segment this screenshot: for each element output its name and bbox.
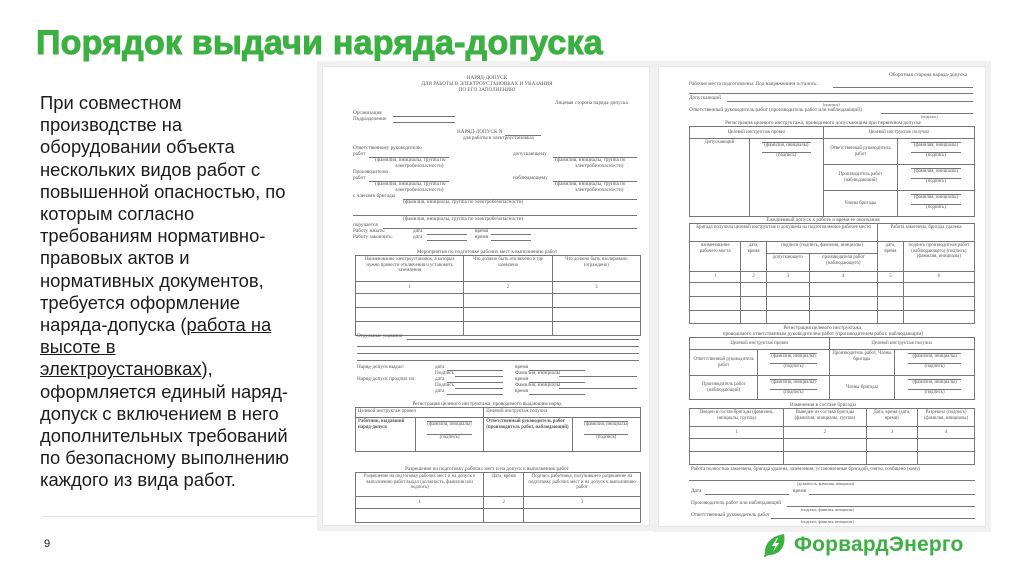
- table-header: Выведен из состава бригады (фамилия, инициалы, группа): [784, 409, 867, 427]
- body-line: допуск с включением в него: [40, 402, 279, 424]
- signature-cell: [572, 418, 640, 452]
- field-label: дата: [413, 228, 423, 234]
- table-title: проводимого ответственным руководителем работ (производителем работ, наблюдающим): [722, 331, 924, 337]
- issuer-briefing-table: [355, 407, 641, 452]
- field-label: Рабочие места подготовлены. Под напряжением остались:: [689, 81, 818, 87]
- slide-title: Порядок выдачи наряда-допуска: [36, 24, 603, 62]
- table-title: Регистрация целевого инструктажа,: [783, 325, 863, 331]
- field-hint: (подпись): [924, 363, 945, 369]
- body-line: требованиям нормативно-: [40, 225, 266, 247]
- table-cell: [690, 439, 784, 452]
- field-hint: (подпись): [596, 434, 617, 440]
- column-number: 4: [809, 272, 877, 283]
- column-number: 1: [690, 272, 741, 283]
- table-header: подпись производителя работ (наблюдающего) (подпись) (фамилия, инициалы): [903, 242, 974, 272]
- input-line: [809, 494, 975, 495]
- height-work-link[interactable]: высоте в: [40, 336, 116, 358]
- field-hint: (фамилия, инициалы): [913, 195, 959, 200]
- table-header: Дата, время: [484, 473, 524, 497]
- table-cell: [552, 322, 640, 336]
- field-hint: (подпись): [439, 434, 460, 440]
- table-header: Введен в состав бригады (фамилия, инициалы, группа): [690, 409, 784, 427]
- permit-number-title: НАРЯД-ДОПУСК N: [457, 129, 503, 135]
- leaf-lightning-icon: [762, 532, 788, 558]
- field-label: Ответственный руководитель работ (производитель работ или наблюдающий): [689, 107, 862, 113]
- input-line: [491, 234, 531, 235]
- table-cell: [690, 311, 741, 324]
- field-label: поручается: [353, 222, 378, 228]
- field-hint: (фамилия, инициалы, группа по электробезопасности): [403, 216, 524, 222]
- table-cell: Производитель работ, Члены бригады: [829, 350, 895, 376]
- footer-divider: [42, 516, 320, 517]
- field-label: Фамилия, инициалы: [515, 382, 561, 388]
- field-label: работ: [353, 151, 366, 157]
- table-cell: [809, 283, 877, 297]
- form-header: НАРЯД-ДОПУСК: [466, 75, 508, 81]
- table-cell: [356, 308, 464, 322]
- field-hint: (фамилия, инициалы, группа по: [555, 181, 626, 187]
- field-hint: (подпись, фамилия, инициалы): [801, 507, 854, 512]
- body-line: [40, 336, 320, 358]
- field-label: время: [515, 376, 529, 382]
- field-label: допускающему: [513, 151, 547, 157]
- input-line: [705, 494, 789, 495]
- input-line: [455, 376, 503, 377]
- column-number: 1: [356, 282, 464, 294]
- table-header: Подпись работника, получившего разрешение на подготовку рабочих мест и на допуск к выполнению работ: [524, 473, 641, 497]
- field-hint: (фамилия, инициалы, группа по электробезопасности): [403, 199, 524, 205]
- column-number: 2: [484, 497, 524, 509]
- field-hint: (фамилия, инициалы): [912, 354, 957, 359]
- field-hint: (подпись): [783, 389, 804, 395]
- table-cell: [356, 509, 484, 523]
- table-header: Целевой инструктаж провел: [690, 338, 830, 350]
- form-header: ПО ЕГО ЗАПОЛНЕНИЮ: [458, 87, 516, 93]
- field-label: Работа полностью закончена, бригада удалена, заземления, установленные бригадой, сняты, сообщено (кому): [691, 467, 921, 472]
- body-text-fragment: наряда-допуска (: [40, 314, 187, 336]
- field-label: с членами бригады: [353, 193, 396, 199]
- field-hint: (подпись): [926, 178, 946, 184]
- table-cell: [741, 311, 767, 324]
- table-header: Целевой инструктаж получил: [823, 127, 974, 139]
- field-label: Отдельные указания: [357, 333, 403, 339]
- body-line: требуется оформление: [40, 291, 240, 313]
- field-hint: (фамилия, инициалы): [584, 422, 629, 427]
- table-cell: [552, 308, 640, 322]
- table-header: Целевой инструктаж получил: [829, 338, 974, 350]
- field-label: время: [475, 228, 489, 234]
- table-cell: [552, 294, 640, 308]
- column-number: 2: [741, 272, 767, 283]
- field-hint: (фамилия, инициалы, группа по: [375, 181, 446, 187]
- column-number: 3: [552, 282, 640, 294]
- permission-table: [355, 472, 641, 523]
- page-number: 9: [44, 538, 51, 550]
- field-hint: (фамилия, инициалы, группа по: [555, 157, 626, 163]
- field-hint: (подпись): [924, 389, 945, 395]
- input-line: [447, 394, 503, 395]
- input-line: [491, 240, 531, 241]
- table-cell: [766, 311, 809, 324]
- table-title: Мероприятия по подготовке рабочих мест к выполнению работ: [416, 249, 558, 255]
- input-line: [357, 360, 639, 361]
- table-cell: [917, 439, 974, 452]
- height-work-link[interactable]: работа на: [186, 314, 272, 336]
- field-hint: (подпись): [776, 152, 797, 158]
- field-label: работ: [353, 175, 366, 181]
- body-text-fragment: ),: [201, 358, 213, 380]
- table-cell: Ответственный руководитель работ (производитель работ, наблюдающий): [484, 418, 572, 452]
- table-cell: [690, 297, 741, 311]
- field-label: время: [515, 388, 529, 394]
- org-label: Организация: [353, 110, 382, 116]
- table-cell: [741, 283, 767, 297]
- table-cell: [741, 297, 767, 311]
- field-hint: (подпись): [783, 363, 804, 369]
- dept-field: [393, 122, 455, 123]
- input-line: [455, 388, 503, 389]
- table-cell: [464, 322, 552, 336]
- table-header: Разрешил (подпись) (фамилия, инициалы): [917, 409, 974, 427]
- table-cell: [809, 311, 877, 324]
- column-number: 3: [866, 427, 917, 439]
- field-label: дата: [413, 234, 423, 240]
- field-hint: (должность, фамилия, инициалы): [797, 481, 855, 486]
- column-number: 1: [356, 497, 484, 509]
- table-cell: [878, 283, 904, 297]
- table-cell: [878, 297, 904, 311]
- body-line: которым согласно: [40, 203, 195, 225]
- field-label: Подпись: [435, 382, 455, 388]
- input-line: [427, 240, 467, 241]
- field-hint: (подпись): [921, 114, 938, 119]
- table-header: дата, время: [878, 242, 904, 272]
- table-header: Разрешение на подготовку рабочих мест и на допуск к выполнению работ выдал (должность, фамилия или подпись): [356, 473, 484, 497]
- table-header: Целевой инструктаж получил: [484, 408, 641, 418]
- signature-cell: [898, 139, 975, 165]
- field-hint: электробезопасности): [575, 163, 624, 169]
- field-hint: (подпись): [926, 204, 946, 210]
- dept-label: Подразделение: [353, 116, 387, 122]
- table-header: Работа закончена, бригада удалена: [878, 224, 975, 242]
- table-cell: Работник, выдавший наряд-допуск: [356, 418, 416, 452]
- input-line: [559, 376, 637, 377]
- input-line: [427, 234, 467, 235]
- field-hint: электробезопасности): [575, 187, 624, 193]
- column-number: 2: [464, 282, 552, 294]
- field-hint: (фамилия, инициалы): [764, 143, 809, 148]
- field-hint: (фамилия, инициалы, группа по: [375, 157, 446, 163]
- body-line: оформляется единый наряд-: [40, 380, 289, 402]
- table-header: Целевой инструктаж провел: [690, 127, 824, 139]
- table-header: допускающего: [766, 254, 809, 272]
- permit-form-front: [322, 66, 650, 526]
- table-header: дата, время: [741, 242, 767, 272]
- field-label: Производителю: [353, 169, 389, 175]
- table-title: Регистрация целевого инструктажа, проводимого допускающим при первичном допуске: [725, 120, 921, 126]
- signature-cell: [898, 165, 975, 191]
- table-cell: Производитель работ (наблюдающий): [823, 165, 897, 191]
- height-work-link[interactable]: электроустановках: [40, 358, 202, 380]
- signature-cell: [895, 376, 975, 400]
- signature-cell: [415, 418, 483, 452]
- table-cell: [464, 308, 552, 322]
- org-field: [393, 116, 455, 117]
- table-cell: [878, 311, 904, 324]
- table-cell: [784, 439, 867, 452]
- column-number: 1: [690, 427, 784, 439]
- body-line: нескольких видов работ с: [40, 158, 261, 180]
- field-label: Дата: [691, 488, 702, 494]
- column-number: 3: [766, 272, 809, 283]
- table-cell: [903, 283, 974, 297]
- table-title: Изменения в составе бригады: [790, 402, 856, 408]
- field-label: дата: [435, 376, 445, 382]
- input-line: [357, 353, 639, 354]
- table-cell: Производитель работ (наблюдающий): [690, 376, 758, 400]
- field-label: Ответственный руководитель работ: [691, 512, 770, 518]
- table-cell: [866, 439, 917, 452]
- permit-subtitle: для работы в электроустановках: [463, 135, 535, 141]
- table-cell: [766, 283, 809, 297]
- field-label: Работу начать:: [353, 228, 386, 234]
- input-line: [447, 370, 503, 371]
- table-header: наименование рабочего места: [690, 242, 741, 272]
- field-hint: электробезопасности): [395, 163, 444, 169]
- table-cell: [917, 452, 974, 465]
- table-header: Дата, время (дата, время): [866, 409, 917, 427]
- table-cell: [866, 452, 917, 465]
- input-line: [357, 346, 639, 347]
- input-line: [833, 87, 973, 88]
- team-changes-table: [689, 408, 975, 465]
- table-title: Регистрация целевого инструктажа, проводимого выдающим наряд: [412, 401, 562, 407]
- table-header: Что должно быть отключено и где заземлено: [464, 256, 552, 282]
- table-cell: Члены бригады: [829, 376, 895, 400]
- input-line: [689, 93, 973, 94]
- field-label: время: [793, 488, 807, 494]
- body-line: [40, 314, 320, 336]
- table-cell: Ответственный руководитель работ: [823, 139, 897, 165]
- signature-cell: [895, 350, 975, 376]
- table-cell: Члены бригады: [823, 191, 897, 217]
- table-cell: [524, 509, 641, 523]
- table-header: Бригада получила целевой инструктаж и допущена на подготовленное рабочее место: [690, 224, 878, 242]
- field-label: дата: [435, 388, 445, 394]
- table-header: Целевой инструктаж провел: [356, 408, 484, 418]
- field-hint: (фамилия, инициалы): [912, 380, 957, 385]
- field-label: Допускающий: [689, 95, 721, 101]
- table-header: Что должно быть изолировано (ограждено): [552, 256, 640, 282]
- logo-text: ФорвардЭнерго: [794, 533, 964, 556]
- field-label: Производитель работ или наблюдающий: [691, 500, 782, 506]
- body-line: оборудовании объекта: [40, 136, 235, 158]
- measures-table: [355, 255, 641, 336]
- signature-cell: [749, 139, 823, 217]
- field-label: Наряд-допуск продлил по:: [357, 376, 416, 382]
- table-cell: [809, 297, 877, 311]
- field-hint: (фамилия, инициалы): [913, 169, 959, 174]
- field-hint: (фамилия, инициалы): [913, 143, 959, 148]
- field-label: Ответственному руководителю: [353, 145, 422, 151]
- field-label: дата: [435, 364, 445, 370]
- table-header: производителя работ (наблюдающего): [809, 254, 877, 272]
- body-line: правовых актов и: [40, 247, 190, 269]
- signature-cell: [758, 376, 829, 400]
- input-line: [447, 382, 503, 383]
- input-line: [529, 394, 585, 395]
- field-label: наблюдающему: [513, 175, 548, 181]
- field-label: Подпись: [435, 370, 455, 376]
- table-cell: [784, 452, 867, 465]
- table-cell: [690, 452, 784, 465]
- column-number: 3: [524, 497, 641, 509]
- signature-cell: [758, 350, 829, 376]
- field-hint: (фамилия, инициалы): [771, 354, 816, 359]
- field-hint: (подпись, фамилия, инициалы): [801, 519, 854, 524]
- form-header: ДЛЯ РАБОТЫ В ЭЛЕКТРОУСТАНОВКАХ И УКАЗАНИЯ: [421, 81, 553, 87]
- table-title: Разрешение на подготовку рабочих мест и на допуск к выполнению работ: [405, 466, 569, 472]
- table-cell: [484, 509, 524, 523]
- table-cell: Ответственный руководитель работ: [690, 350, 758, 376]
- body-line: дополнительных требований: [40, 425, 288, 447]
- table-cell: [903, 297, 974, 311]
- field-label: Наряд-допуск выдал:: [357, 364, 405, 370]
- field-hint: (подпись): [926, 152, 946, 158]
- field-hint: (фамилия, инициалы): [771, 380, 816, 385]
- field-label: Работу закончить:: [353, 234, 393, 240]
- column-number: 6: [903, 272, 974, 283]
- company-logo: [762, 530, 964, 560]
- body-line: производстве на: [40, 114, 183, 136]
- permit-form-back: [658, 66, 986, 527]
- side-label: Оборотная сторона наряда-допуска: [889, 72, 968, 78]
- body-line: по безопасному выполнению: [40, 447, 289, 469]
- input-line: [727, 101, 973, 102]
- table-cell: [766, 297, 809, 311]
- input-line: [559, 388, 637, 389]
- side-label: Лицевая сторона наряда-допуска: [555, 100, 628, 106]
- resp-briefing-table: [689, 337, 975, 400]
- column-number: 2: [784, 427, 867, 439]
- table-cell: Допускающий: [690, 139, 750, 217]
- table-cell: [903, 311, 974, 324]
- table-cell: [356, 294, 464, 308]
- field-label: Фамилия, инициалы: [515, 370, 561, 376]
- body-text: [40, 92, 320, 492]
- primary-briefing-table: [689, 126, 975, 217]
- field-hint: (подпись): [823, 102, 840, 107]
- body-line: каждого из вида работ.: [40, 469, 236, 491]
- column-number: 5: [878, 272, 904, 283]
- table-cell: [690, 283, 741, 297]
- table-title: Ежедневный допуск к работе и время ее окончания: [766, 217, 880, 223]
- body-line: При совместном: [40, 92, 182, 113]
- body-line: нормативных документов,: [40, 269, 264, 291]
- field-label: время: [515, 364, 529, 370]
- body-line: повышенной опасностью, по: [40, 180, 286, 202]
- signature-cell: [898, 191, 975, 217]
- table-header: подписи (подпись, фамилия, инициалы): [766, 242, 877, 254]
- input-line: [407, 339, 639, 340]
- daily-admission-table: [689, 223, 975, 324]
- column-number: 4: [917, 427, 974, 439]
- body-line: [40, 358, 320, 380]
- table-cell: [464, 294, 552, 308]
- field-hint: электробезопасности): [395, 187, 444, 193]
- table-header: Наименование электроустановок, в которых нужно провести отключения и установить заземления: [356, 256, 464, 282]
- field-hint: (фамилия, инициалы): [427, 422, 472, 427]
- field-label: время: [475, 234, 489, 240]
